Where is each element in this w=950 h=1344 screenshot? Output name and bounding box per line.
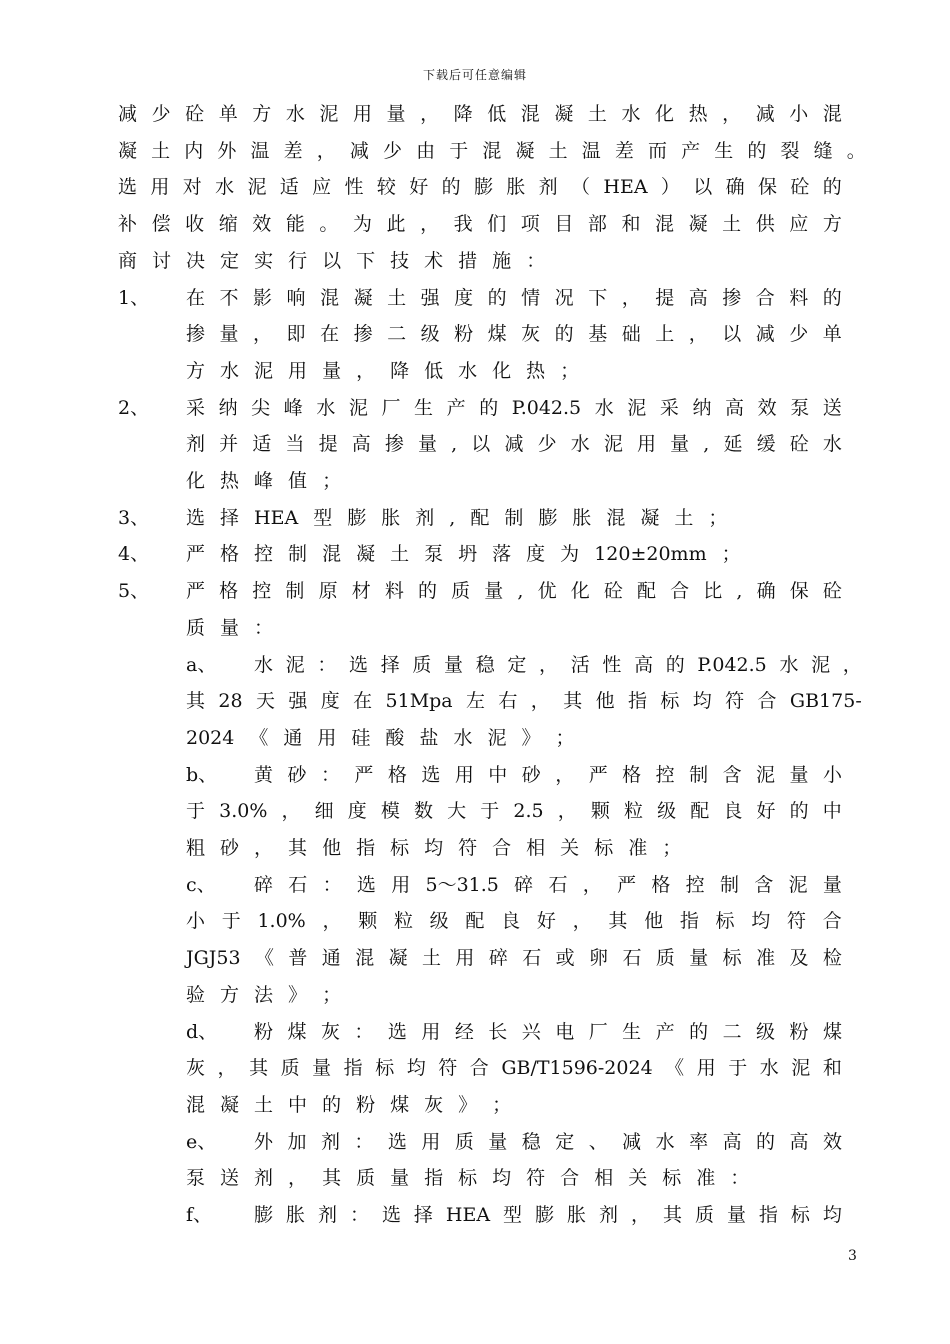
material-line: 混 凝 土 中 的 粉 煤 灰 》 ；	[186, 1093, 512, 1116]
material-line: 外 加 剂 ： 选 用 质 量 稳 定 、 减 水 率 高 的 高 效	[254, 1130, 842, 1153]
measure-line: 在 不 影 响 混 凝 土 强 度 的 情 况 下 ， 提 高 掺 合 料 的	[186, 286, 842, 309]
page-header: 下载后可任意编辑	[422, 68, 527, 82]
measure-line: 掺 量 ， 即 在 掺 二 级 粉 煤 灰 的 基 础 上 ， 以 减 少 单	[186, 323, 842, 346]
measure-line: 化 热 峰 值 ；	[186, 470, 342, 492]
material-line: 于 3.0% ， 细 度 模 数 大 于 2.5 ， 颗 粒 级 配 良 好 的 中	[186, 800, 842, 823]
measure-line: 方 水 泥 用 量 ， 降 低 水 化 热 ；	[186, 359, 580, 382]
measure-line: 严 格 控 制 原 材 料 的 质 量 , 优 化 砼 配 合 比 , 确 保 砼	[186, 580, 842, 603]
measure-number: 3、	[118, 506, 150, 529]
material-line: 水 泥 ： 选 择 质 量 稳 定 ， 活 性 高 的 P.042.5 水 泥 ，	[254, 653, 862, 676]
material-line: 小 于 1.0% ， 颗 粒 级 配 良 好 ， 其 他 指 标 均 符 合	[186, 910, 842, 933]
measure-line: 选 择 HEA 型 膨 胀 剂 , 配 制 膨 胀 混 凝 土 ；	[186, 506, 728, 529]
material-line: 黄 砂 ： 严 格 选 用 中 砂 ， 严 格 控 制 含 泥 量 小	[254, 763, 842, 786]
measure-number: 5、	[118, 580, 150, 603]
measure-line: 严 格 控 制 混 凝 土 泵 坍 落 度 为 120±20mm ；	[186, 543, 741, 566]
material-line: 泵 送 剂 ， 其 质 量 指 标 均 符 合 相 关 标 准 ：	[186, 1167, 750, 1190]
intro-line: 选 用 对 水 泥 适 应 性 较 好 的 膨 胀 剂 （ HEA ） 以 确 保 砼 的	[118, 176, 842, 199]
material-line: 其 28 天 强 度 在 51Mpa 左 右 ， 其 他 指 标 均 符 合 GB175-	[186, 690, 862, 713]
material-line: 验 方 法 》 ；	[186, 983, 342, 1006]
measure-number: 1、	[118, 286, 150, 309]
material-line: 2024 《 通 用 硅 酸 盐 水 泥 》 ；	[186, 726, 575, 749]
intro-line: 凝 土 内 外 温 差 ， 减 少 由 于 混 凝 土 温 差 而 产 生 的 裂 缝 。	[118, 139, 866, 162]
intro-line: 商 讨 决 定 实 行 以 下 技 术 措 施 ：	[118, 249, 546, 272]
intro-line: 补 偿 收 缩 效 能 。 为 此 ， 我 们 项 目 部 和 混 凝 土 供 应 方	[118, 213, 842, 236]
material-line: 灰 ， 其 质 量 指 标 均 符 合 GB/T1596-2024 《 用 于 水 泥 和	[186, 1057, 842, 1080]
intro-line: 减 少 砼 单 方 水 泥 用 量 ， 降 低 混 凝 土 水 化 热 ， 减 小 混	[118, 103, 842, 125]
page-number: 3	[848, 1248, 857, 1264]
material-line: JGJ53 《 普 通 混 凝 土 用 碎 石 或 卵 石 质 量 标 准 及 检	[186, 947, 842, 970]
material-label: c、	[186, 873, 216, 896]
measure-number: 2、	[118, 396, 150, 419]
material-line: 碎 石 ： 选 用 5～31.5 碎 石 ， 严 格 控 制 含 泥 量	[254, 873, 842, 896]
measure-line: 剂 并 适 当 提 高 掺 量 , 以 减 少 水 泥 用 量 , 延 缓 砼 水	[186, 433, 842, 456]
measure-line: 质 量 ：	[186, 616, 274, 639]
material-line: 粉 煤 灰 ： 选 用 经 长 兴 电 厂 生 产 的 二 级 粉 煤	[254, 1020, 842, 1043]
measure-number: 4、	[118, 543, 150, 566]
material-label: f、	[186, 1204, 213, 1226]
measure-line: 采 纳 尖 峰 水 泥 厂 生 产 的 P.042.5 水 泥 采 纳 高 效 泵 送	[186, 396, 842, 419]
material-label: d、	[186, 1020, 218, 1043]
material-label: b、	[186, 763, 218, 786]
material-line: 粗 砂 ， 其 他 指 标 均 符 合 相 关 标 准 ；	[186, 837, 682, 859]
material-label: a、	[186, 653, 217, 676]
material-label: e、	[186, 1130, 217, 1153]
material-line: 膨 胀 剂 ： 选 择 HEA 型 膨 胀 剂 ， 其 质 量 指 标 均	[254, 1204, 842, 1226]
